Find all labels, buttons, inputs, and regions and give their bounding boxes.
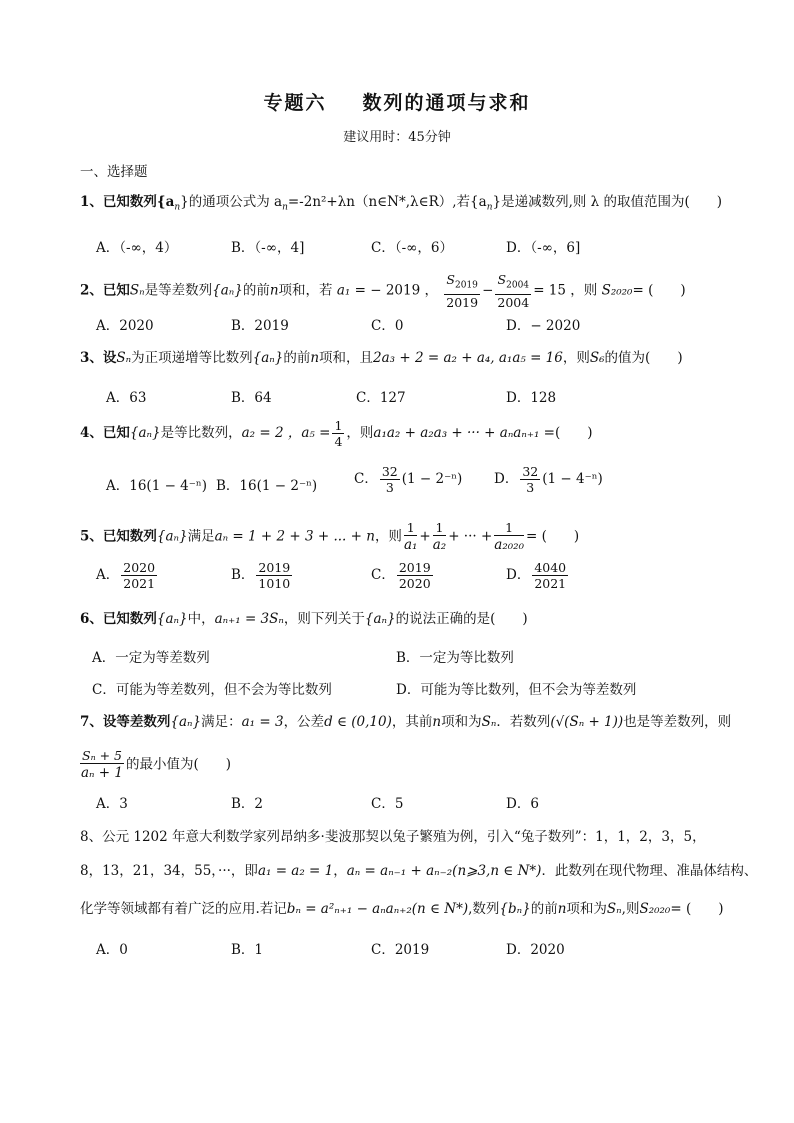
q4-option-a[interactable]: A．16(1 − 4⁻ⁿ) — [106, 478, 207, 494]
q3-option-d[interactable]: D．128 — [506, 390, 557, 406]
q8-option-c[interactable]: C．2019 — [371, 942, 430, 958]
question-8-options — [96, 938, 716, 960]
q8-option-d[interactable]: D．2020 — [506, 942, 565, 958]
q1-option-d[interactable]: D．（-∞，6] — [506, 240, 581, 256]
q4-option-b[interactable]: B．16(1 − 2⁻ⁿ) — [216, 478, 318, 494]
question-8-line1: 8、公元 1202 年意大利数学家列昂纳多·斐波那契以兔子繁殖为例，引入“兔子数列”：1，1，2，3，5， — [80, 829, 706, 845]
section-heading: 一、选择题 — [80, 164, 148, 180]
question-2-options — [96, 314, 716, 336]
q8-option-a[interactable]: A．0 — [96, 942, 128, 958]
question-5: 5、已知数列{aₙ}满足aₙ = 1 + 2 + 3 + ... + n，则 $\frac{1}{\text{a₁}}$ + $\frac{1}{\text{a₂}}$ + ··· + $\frac{1}{\text{a₂₀₂₀}}$ = ( ) — [80, 520, 580, 553]
q5-option-d[interactable]: D． $\frac{4040}{2021}$ — [506, 560, 567, 591]
q7-option-c[interactable]: C．5 — [371, 796, 404, 812]
q1-option-a[interactable]: A．（-∞，4） — [96, 240, 178, 256]
question-7-cont: $\frac{\text{Sₙ + 5}}{\text{aₙ + 1}}$ 的最小值为( ) — [81, 748, 232, 781]
q7-option-d[interactable]: D．6 — [506, 796, 539, 812]
question-3: 3、设Sₙ为正项递增等比数列{aₙ}的前n项和，且2a₃ + 2 = a₂ + a₄, a₁a₅ = 16，则S₆的值为( ) — [80, 350, 683, 366]
q8-option-b[interactable]: B．1 — [231, 942, 264, 958]
title-part1: 专题六 — [263, 92, 327, 114]
q4-fraction: $\frac{1}{4}$ — [334, 418, 343, 449]
q2-option-d[interactable]: D．− 2020 — [506, 318, 581, 334]
question-1: 1、已知数列$\{a_n\}$的通项公式为 $a_n=-2n^2+\lambda n(n\in N*,\lambda\in R)$,若$\{a_n\}$是递减数列,则 λ 的取值范围为( ) — [80, 194, 723, 213]
q5-option-b[interactable]: B． $\frac{2019}{1010}$ — [231, 560, 291, 591]
q2-option-b[interactable]: B．2019 — [231, 318, 289, 334]
q4-option-c[interactable]: C． $\frac{32}{3}$ (1 − 2⁻ⁿ) — [354, 464, 463, 495]
question-8-line2: 8，13，21，34，55，···，即a₁ = a₂ = 1，aₙ = aₙ₋₁ + aₙ₋₂(n⩾3,n ∈ N*)．此数列在现代物理、准晶体结构、 — [80, 863, 758, 879]
title-part2: 数列的通项与求和 — [362, 92, 531, 114]
q7-fraction: $\frac{\text{Sₙ + 5}}{\text{aₙ + 1}}$ — [81, 748, 124, 781]
page-title — [0, 88, 794, 115]
question-8-line3: 化学等领域都有着广泛的应用.若记bₙ = a²ₙ₊₁ − aₙaₙ₊₂(n ∈ N*),数列{bₙ}的前n项和为Sₙ,则S₂₀₂₀= ( ) — [80, 901, 724, 917]
question-6-options-row2 — [92, 678, 716, 700]
q6-option-b[interactable]: B．一定为等比数列 — [396, 650, 514, 666]
question-3-options — [96, 386, 716, 408]
question-4: 4、已知{aₙ}是等比数列，a₂ = 2 ，a₅ = $\frac{1}{4}$ ，则a₁a₂ + a₂a₃ + ··· + aₙaₙ₊₁ =( ) — [80, 418, 593, 449]
q5-option-c[interactable]: C． $\frac{2019}{2020}$ — [371, 560, 431, 591]
question-4-options — [96, 464, 716, 502]
question-6-options-row1 — [92, 646, 716, 668]
question-5-options — [96, 560, 716, 596]
q1-option-c[interactable]: C．（-∞，6） — [371, 240, 453, 256]
suggested-time: 建议用时：45分钟 — [343, 130, 451, 145]
question-7-options — [96, 792, 716, 814]
q1-option-b[interactable]: B．（-∞，4] — [231, 240, 305, 256]
q6-option-c[interactable]: C．可能为等差数列，但不会为等比数列 — [92, 682, 332, 698]
q3-option-c[interactable]: C．127 — [356, 390, 406, 406]
q6-option-d[interactable]: D．可能为等比数列，但不会为等差数列 — [396, 682, 637, 698]
q6-option-a[interactable]: A．一定为等差数列 — [92, 650, 210, 666]
q5-option-a[interactable]: A． $\frac{2020}{2021}$ — [96, 560, 156, 591]
q2-fraction-2: $\frac{S_{2004}}{2004}$ — [497, 272, 530, 310]
question-7: 7、设等差数列{aₙ}满足：a₁ = 3，公差d ∈ (0,10)，其前n项和为Sₙ．若数列(√(Sₙ + 1))也是等差数列，则 — [80, 714, 732, 730]
question-2: 2、已知Sₙ是等差数列{aₙ}的前n项和，若 a₁ = − 2019 ， $\frac{S_{2019}}{2019}$ − $\frac{S_{2004}}{2004}$ = 15 ，则 S₂₀₂₀= ( ) — [80, 272, 686, 310]
q2-option-a[interactable]: A．2020 — [96, 318, 154, 334]
q3-option-a[interactable]: A．63 — [106, 390, 147, 406]
q3-option-b[interactable]: B．64 — [231, 390, 272, 406]
q4-option-d[interactable]: D． $\frac{32}{3}$ (1 − 4⁻ⁿ) — [494, 464, 603, 495]
q7-option-b[interactable]: B．2 — [231, 796, 264, 812]
q2-option-c[interactable]: C．0 — [371, 318, 404, 334]
question-6: 6、已知数列{aₙ}中，aₙ₊₁ = 3Sₙ，则下列关于{aₙ}的说法正确的是( ) — [80, 611, 528, 627]
q2-fraction-1: $\frac{S_{2019}}{2019}$ — [446, 272, 479, 310]
q7-option-a[interactable]: A．3 — [96, 796, 128, 812]
question-1-options — [96, 236, 716, 258]
